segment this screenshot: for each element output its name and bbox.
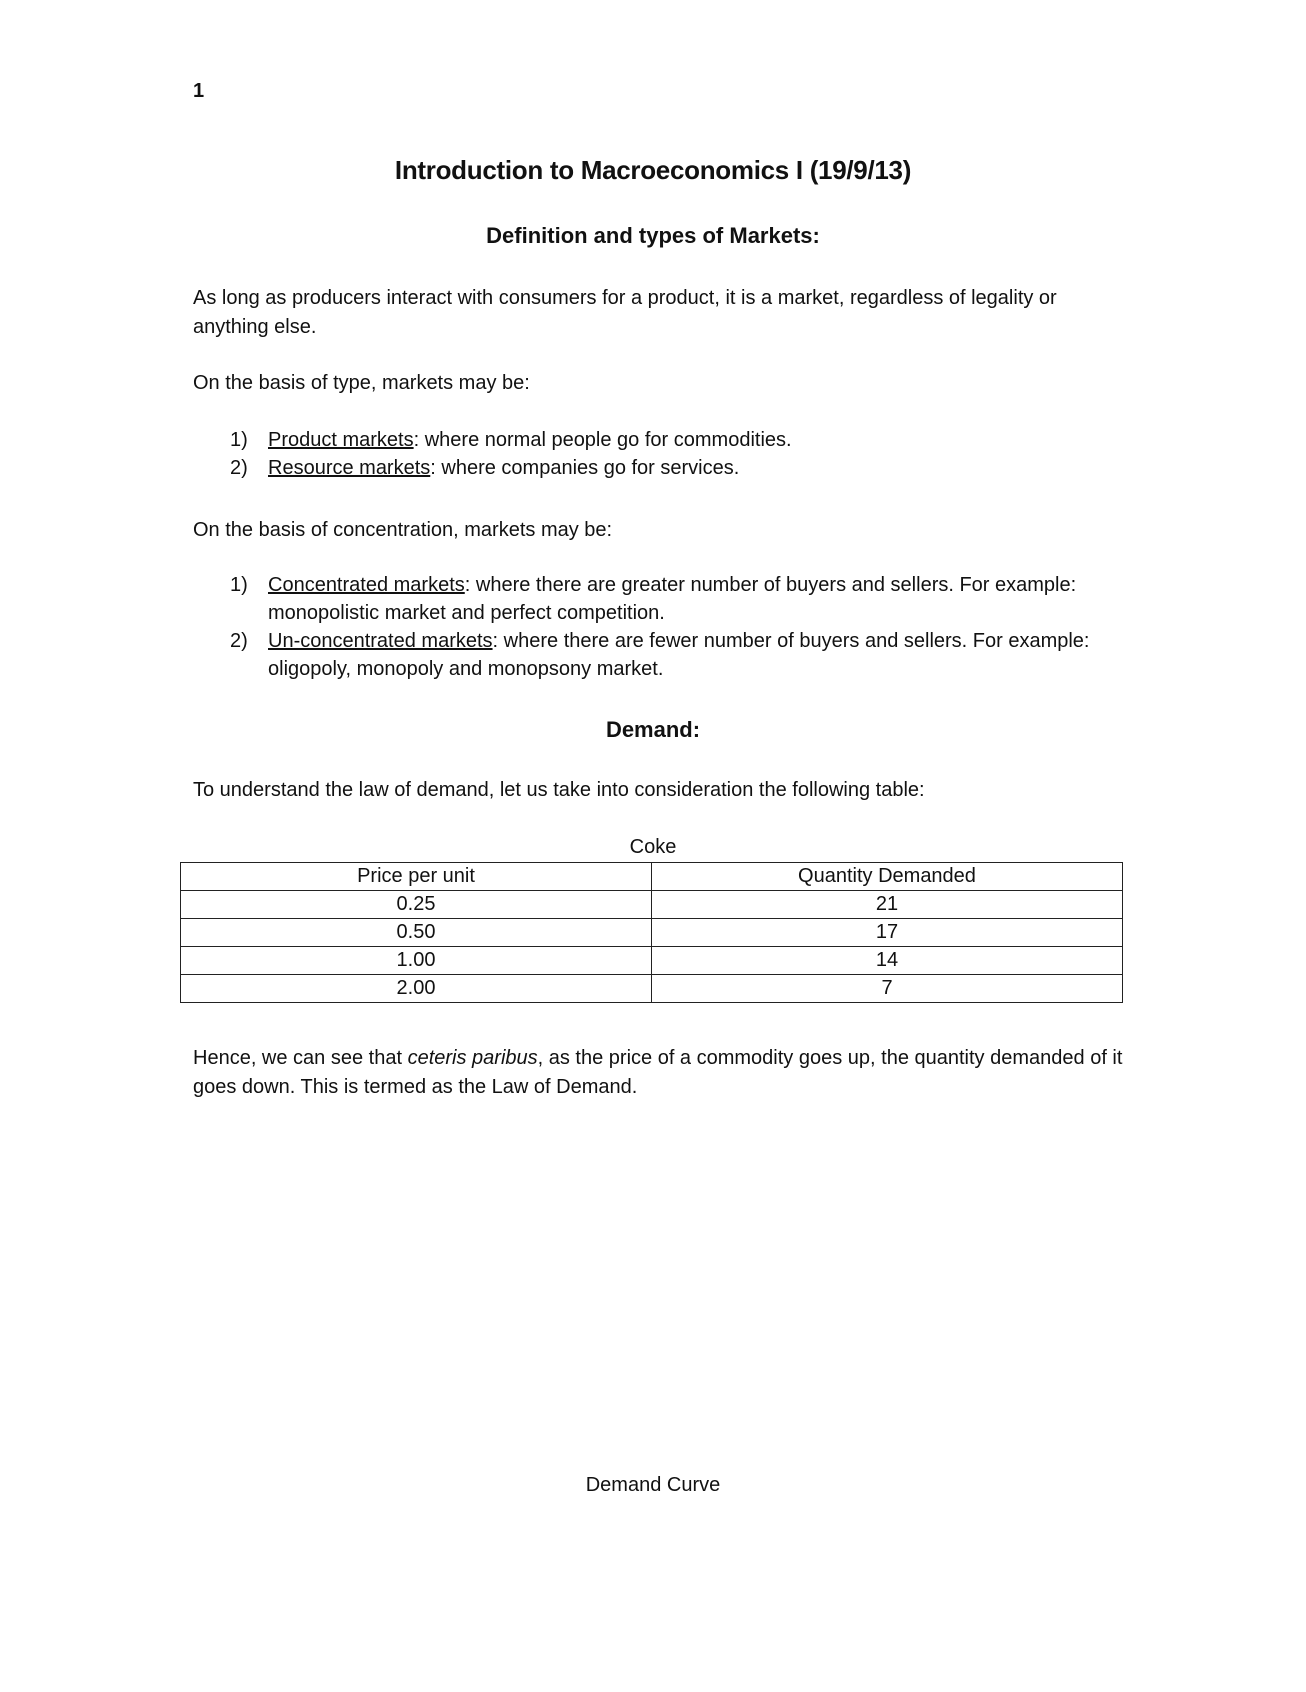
list-item	[230, 571, 1090, 627]
table-cell: 21	[652, 891, 1123, 919]
table-cell: 0.50	[181, 919, 652, 947]
markets-intro-paragraph: As long as producers interact with consumers for a product, it is a market, regardless of legality or anything else.	[193, 287, 1057, 338]
list-item	[230, 627, 1090, 683]
law-of-demand-paragraph	[193, 1044, 1123, 1102]
demand-table	[180, 862, 1123, 1003]
ceteris-paribus-term: ceteris paribus	[407, 1047, 538, 1069]
demand-lead-paragraph: To understand the law of demand, let us take into consideration the following table:	[193, 779, 925, 801]
markets-heading: Definition and types of Markets:	[486, 223, 820, 248]
list-item	[230, 426, 1090, 454]
list-description: : where there are fewer number of buyers and sellers. For example: oligopoly, monopoly and monopsony market.	[268, 630, 1090, 680]
concentration-lead-paragraph: On the basis of concentration, markets may be:	[193, 519, 613, 541]
table-row	[181, 947, 1123, 975]
table-row	[181, 919, 1123, 947]
type-markets-list	[230, 426, 1090, 482]
table-cell: 0.25	[181, 891, 652, 919]
table-caption: Coke	[629, 836, 677, 858]
list-description: : where normal people go for commodities.	[413, 429, 792, 451]
table-header-row	[181, 863, 1123, 891]
table-cell: 14	[652, 947, 1123, 975]
type-lead-paragraph: On the basis of type, markets may be:	[193, 372, 530, 394]
document-title: Introduction to Macroeconomics I (19/9/13)	[394, 155, 912, 185]
list-term: Un-concentrated markets	[268, 630, 493, 652]
list-term: Product markets	[268, 429, 414, 451]
table-cell: 17	[652, 919, 1123, 947]
column-header-quantity: Quantity Demanded	[652, 863, 1123, 891]
table-row	[181, 975, 1123, 1003]
conclusion-text: , as the price of a commodity goes up, the quantity demanded of it goes down. This is termed as the Law of Demand.	[193, 1047, 1123, 1098]
list-number: 1)	[230, 574, 248, 596]
table-row	[181, 891, 1123, 919]
table-cell: 2.00	[181, 975, 652, 1003]
table-cell: 1.00	[181, 947, 652, 975]
demand-heading: Demand:	[605, 717, 701, 742]
list-number: 2)	[230, 457, 248, 479]
conclusion-text: Hence, we can see that	[193, 1047, 408, 1069]
table-cell: 7	[652, 975, 1123, 1003]
page-number: 1	[193, 80, 205, 102]
list-term: Concentrated markets	[268, 574, 465, 596]
demand-curve-caption: Demand Curve	[585, 1474, 721, 1496]
list-number: 2)	[230, 630, 248, 652]
list-number: 1)	[230, 429, 248, 451]
list-description: : where there are greater number of buyers and sellers. For example: monopolistic market and perfect competition.	[268, 574, 1077, 624]
concentration-markets-list	[230, 571, 1090, 683]
column-header-price: Price per unit	[181, 863, 652, 891]
list-description: : where companies go for services.	[430, 457, 740, 479]
list-term: Resource markets	[268, 457, 431, 479]
list-item	[230, 454, 1090, 482]
